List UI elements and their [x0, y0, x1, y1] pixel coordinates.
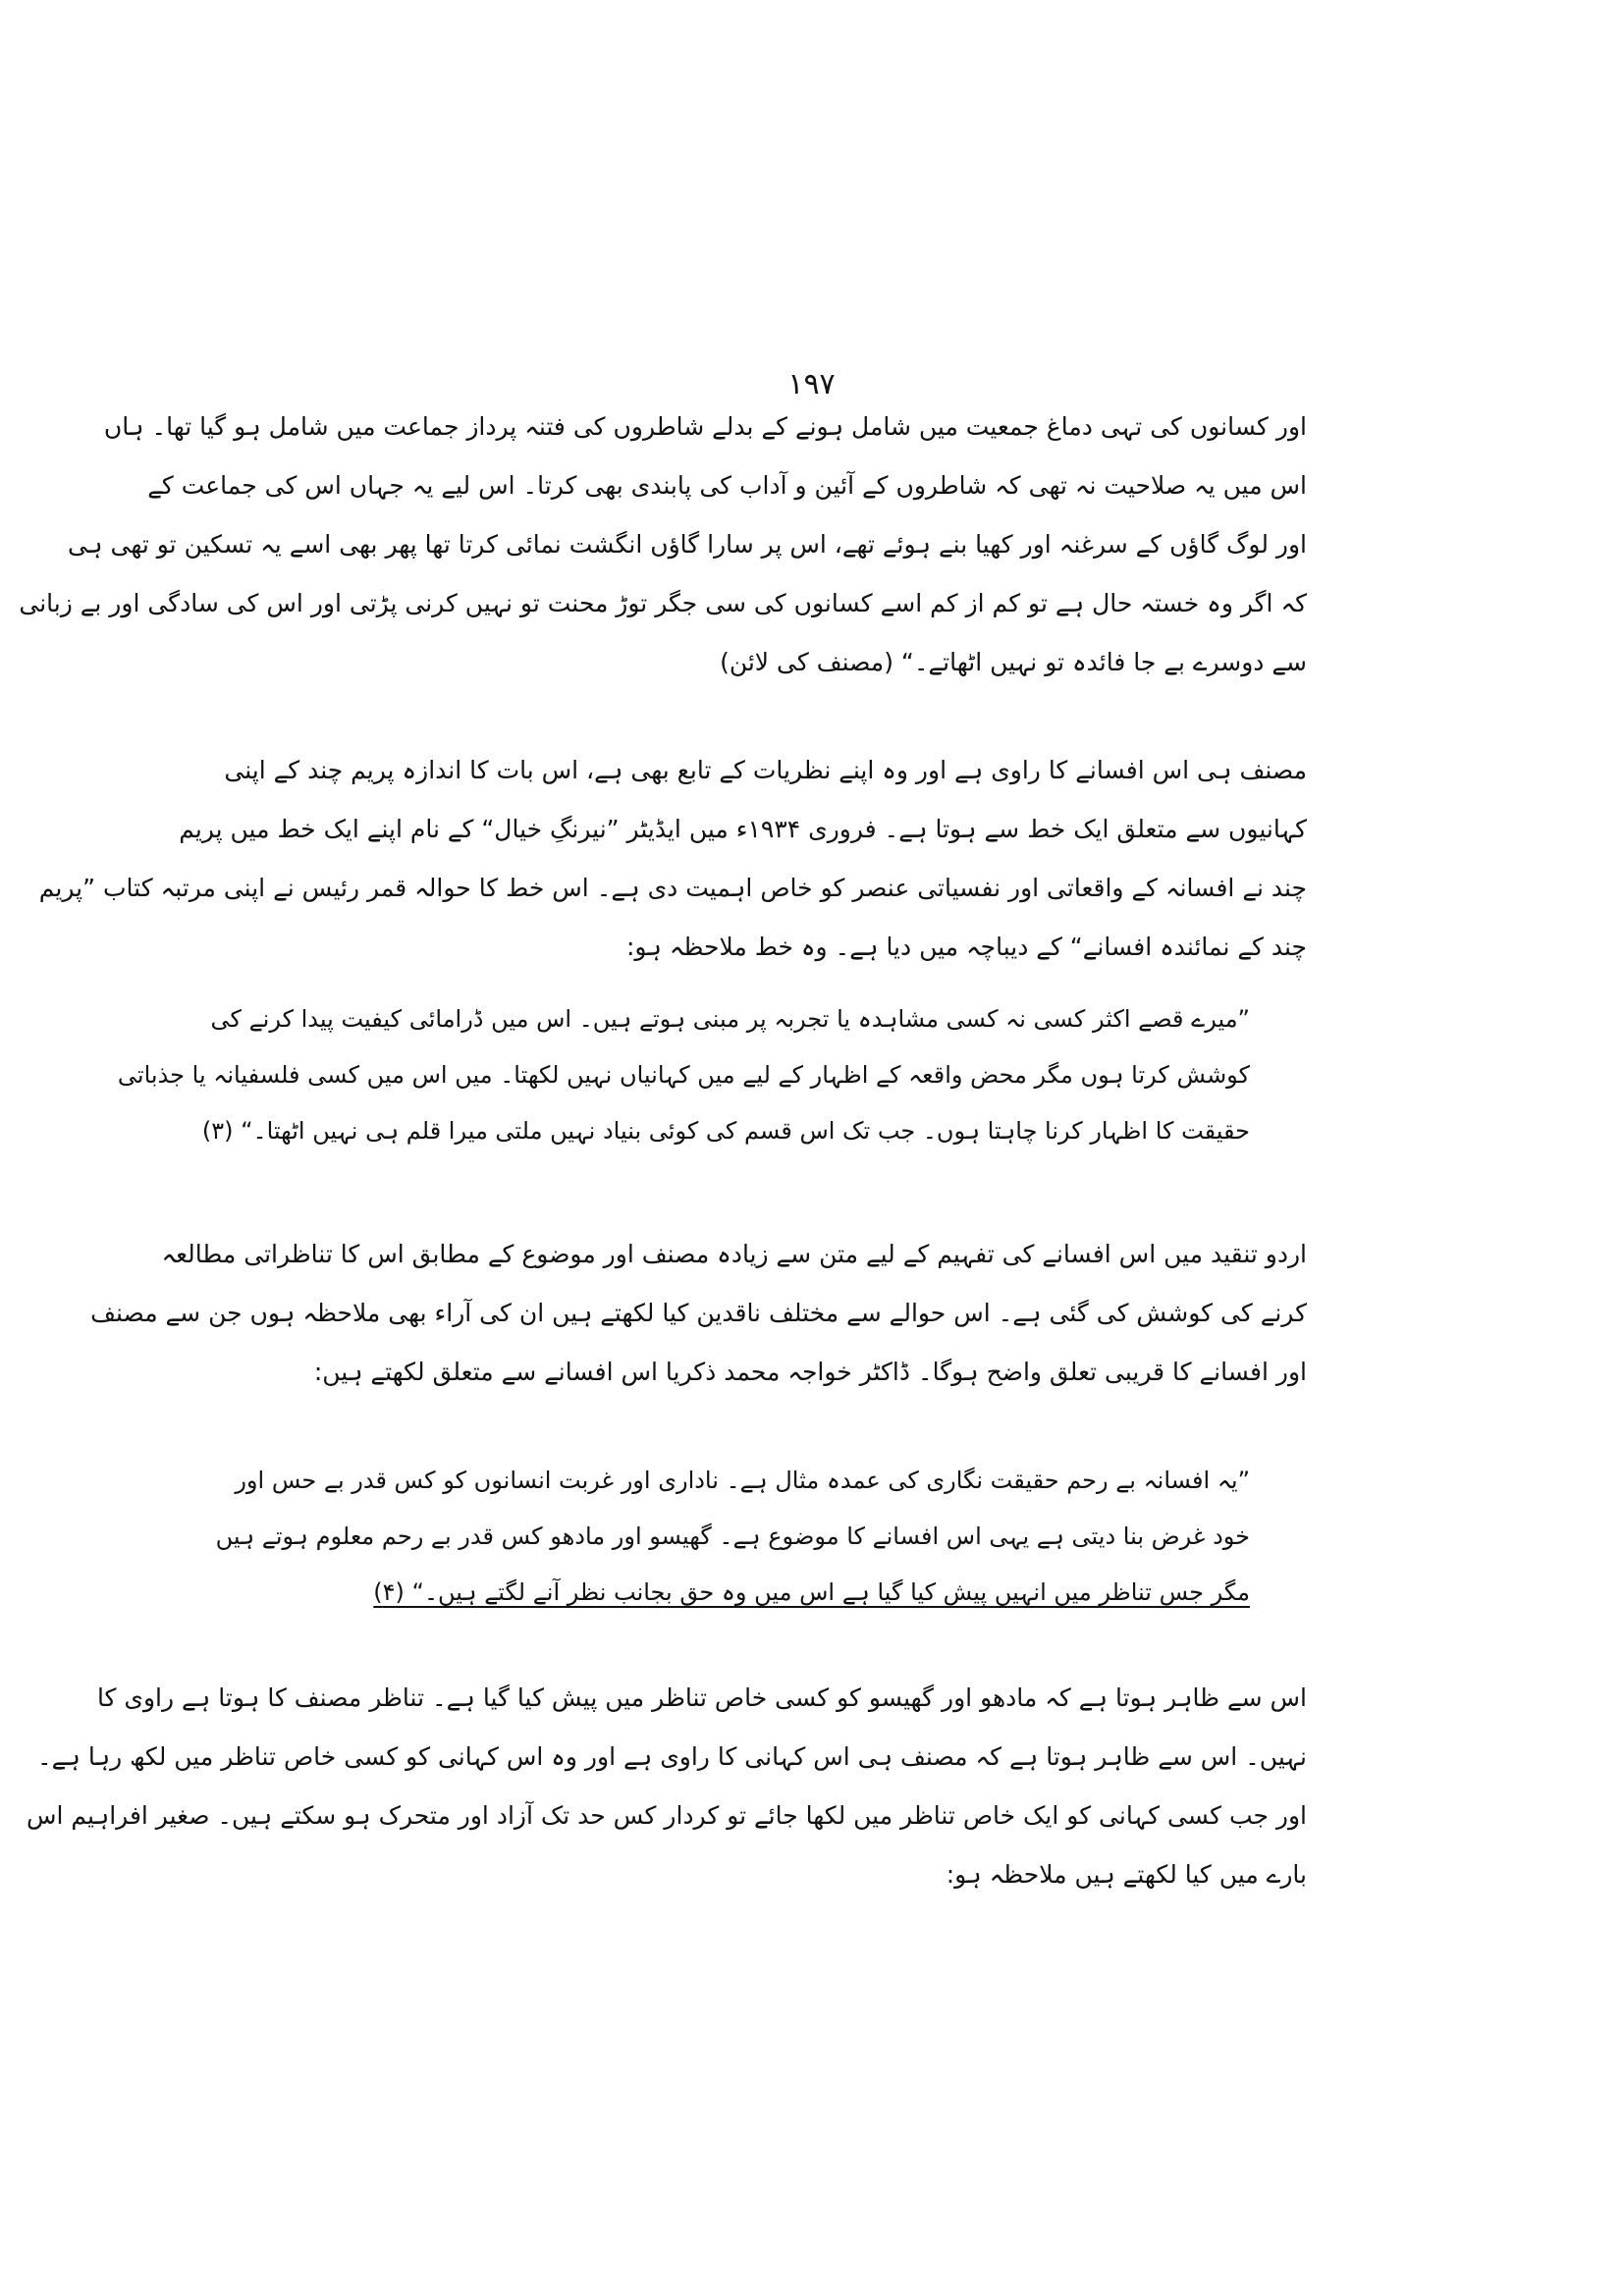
paragraph-line: چند کے نمائندہ افسانے“ کے دیباچہ میں دیا ہے۔ وہ خط ملاحظہ ہو: [625, 933, 1307, 961]
quote-line-underlined: مگر جس تناظر میں انہیں پیش کیا گیا ہے اس میں وہ حق بجانب نظر آنے لگتے ہیں۔“ (۴) [373, 1578, 1250, 1606]
paragraph-line: کرنے کی کوشش کی گئی ہے۔ اس حوالے سے مختلف ناقدین کیا لکھتے ہیں ان کی آراء بھی ملاحظہ ہوں جن سے مصنف [90, 1299, 1307, 1327]
quote-line: کوشش کرتا ہوں مگر محض واقعہ کے اظہار کے لیے میں کہانیاں نہیں لکھتا۔ میں اس میں کسی فلسفیانہ یا جذباتی [117, 1061, 1250, 1089]
paragraph-line: کہانیوں سے متعلق ایک خط سے ہوتا ہے۔ فروری ۱۹۳۴ء میں ایڈیٹر ”نیرنگِ خیال“ کے نام اپنے ایک خط میں پریم [179, 815, 1307, 843]
paragraph-line: بارے میں کیا لکھتے ہیں ملاحظہ ہو: [946, 1860, 1307, 1889]
quote-line: ”میرے قصے اکثر کسی نہ کسی مشاہدہ یا تجربہ پر مبنی ہوتے ہیں۔ اس میں ڈرامائی کیفیت پیدا کرنے کی [210, 1005, 1250, 1033]
paragraph-line: چند نے افسانہ کے واقعاتی اور نفسیاتی عنصر کو خاص اہمیت دی ہے۔ اس خط کا حوالہ قمر رئیس نے اپنی مرتبہ کتاب ”پریم [38, 874, 1307, 902]
paragraph-line: کہ اگر وہ خستہ حال ہے تو کم از کم اسے کسانوں کی سی جگر توڑ محنت تو نہیں کرنی پڑتی اور اس کی سادگی اور بے زبانی [19, 589, 1307, 617]
paragraph-3 [90, 1225, 1307, 1402]
paragraph-line: اس میں یہ صلاحیت نہ تھی کہ شاطروں کے آئین و آداب کی پابندی بھی کرتا۔ اس لیے یہ جہاں اس کی جماعت کے [147, 471, 1307, 500]
quote-line: خود غرض بنا دیتی ہے یہی اس افسانے کا موضوع ہے۔ گھیسو اور مادھو کس قدر بے رحم معلوم ہوتے ہیں [215, 1522, 1250, 1550]
paragraph-1 [19, 398, 1307, 692]
paragraph-line: اس سے ظاہر ہوتا ہے کہ مادھو اور گھیسو کو کسی خاص تناظر میں پیش کیا گیا ہے۔ تناظر مصنف کا ہوتا ہے راوی کا [96, 1683, 1307, 1712]
paragraph-line: نہیں۔ اس سے ظاہر ہوتا ہے کہ مصنف ہی اس کہانی کا راوی ہے اور وہ اس کہانی کو کسی خاص تناظر میں لکھ رہا ہے۔ [36, 1742, 1307, 1771]
paragraph-2 [38, 741, 1307, 977]
paragraph-line: اور افسانے کا قریبی تعلق واضح ہوگا۔ ڈاکٹر خواجہ محمد ذکریا اس افسانے سے متعلق لکھتے ہیں: [313, 1358, 1307, 1386]
block-quote-1 [117, 991, 1250, 1159]
paragraph-line: مصنف ہی اس افسانے کا راوی ہے اور وہ اپنے نظریات کے تابع بھی ہے، اس بات کا اندازہ پریم چند کے اپنی [224, 756, 1307, 784]
paragraph-4 [26, 1669, 1307, 1904]
paragraph-line: اور جب کسی کہانی کو ایک خاص تناظر میں لکھا جائے تو کردار کس حد تک آزاد اور متحرک ہو سکتے ہیں۔ صغیر افراہیم اس [26, 1801, 1307, 1830]
block-quote-2 [215, 1453, 1250, 1621]
paragraph-line: اور کسانوں کی تہی دماغ جمعیت میں شامل ہونے کے بدلے شاطروں کی فتنہ پرداز جماعت میں شامل ہو گیا تھا۔ ہاں [103, 412, 1307, 441]
paragraph-line: سے دوسرے بے جا فائدہ تو نہیں اٹھاتے۔“ (مصنف کی لائن) [720, 648, 1307, 676]
quote-line: ”یہ افسانہ بے رحم حقیقت نگاری کی عمدہ مثال ہے۔ ناداری اور غربت انسانوں کو کس قدر بے حس اور [235, 1467, 1250, 1494]
quote-line: حقیقت کا اظہار کرنا چاہتا ہوں۔ جب تک اس قسم کی کوئی بنیاد نہیں ملتی میرا قلم ہی نہیں اٹھتا۔“ (۳) [201, 1117, 1250, 1145]
paragraph-line: اردو تنقید میں اس افسانے کی تفہیم کے لیے متن سے زیادہ مصنف اور موضوع کے مطابق اس کا تناظراتی مطالعہ [161, 1240, 1307, 1268]
page-number: ۱۹۷ [787, 367, 836, 401]
paragraph-line: اور لوگ گاؤں کے سرغنہ اور کھیا بنے ہوئے تھے، اس پر سارا گاؤں انگشت نمائی کرتا تھا پھر بھی اسے یہ تسکین تو تھی ہی [68, 530, 1307, 559]
